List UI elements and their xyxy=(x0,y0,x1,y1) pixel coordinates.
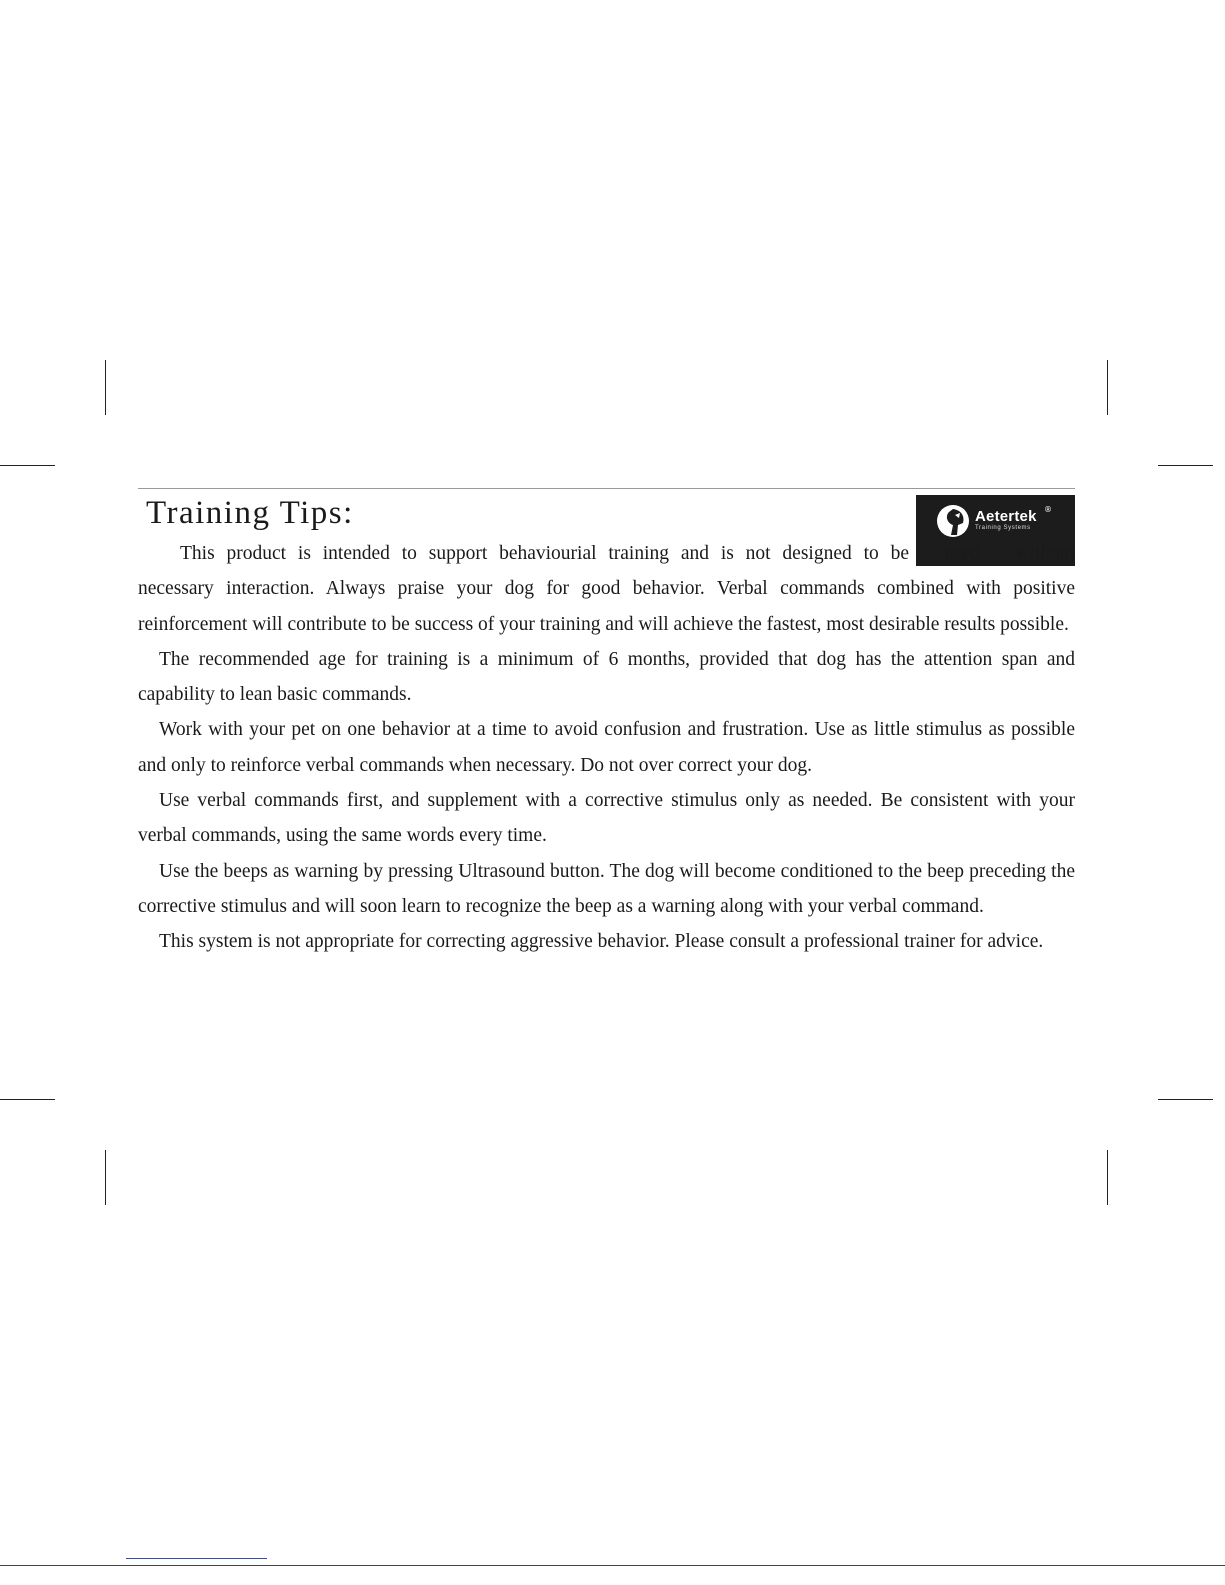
tip-paragraph-5: Use the beeps as warning by pressing Ultrasound button. The dog will become conditioned to the beep preceding the corrective stimulus and will soon learn to recognize the beep as a warning along with your verbal command. xyxy=(138,860,1075,917)
registered-mark: ® xyxy=(1044,505,1052,514)
crop-mark-right-lower xyxy=(1158,1099,1213,1100)
crop-mark-left-upper xyxy=(0,465,55,466)
header-rule xyxy=(138,488,1075,489)
tip-paragraph-1: This product is intended to support behaviourial training and is not designed to be used without necessary interaction. Always praise your dog for good behavior. Verbal commands combined with positive reinforcement will contribute to be success of your training and will achieve the fastest, most desirable results possible. xyxy=(138,543,1075,635)
tip-paragraph-6: This system is not appropriate for correcting aggressive behavior. Please consult a professional trainer for advice. xyxy=(159,931,1044,953)
logo-tagline: Training Systems xyxy=(975,525,1031,531)
dog-head-icon xyxy=(935,501,973,541)
crop-mark-right-upper xyxy=(1158,465,1213,466)
tip-paragraph-3: Work with your pet on one behavior at a time to avoid confusion and frustration. Use as little stimulus as possible and only to reinforce verbal commands when necessary. Do not over correct your dog. xyxy=(138,719,1075,776)
crop-mark-bottom-left xyxy=(105,1150,106,1205)
page-title: Training Tips: xyxy=(146,495,354,531)
tip-paragraph-2: The recommended age for training is a minimum of 6 months, provided that dog has the attention span and capability to lean basic commands. xyxy=(138,648,1075,706)
logo-name: Aetertek xyxy=(975,508,1037,525)
bottom-link-underline xyxy=(126,1558,267,1559)
tips-body xyxy=(138,536,1075,960)
tip-paragraph-4: Use verbal commands first, and supplement with a corrective stimulus only as needed. Be consistent with your verbal commands, using the same words every time. xyxy=(138,790,1075,847)
crop-mark-top-right xyxy=(1107,360,1108,415)
bottom-rule xyxy=(0,1565,1225,1566)
crop-mark-bottom-right xyxy=(1107,1150,1108,1205)
crop-mark-top-left xyxy=(105,360,106,415)
crop-mark-left-lower xyxy=(0,1099,55,1100)
